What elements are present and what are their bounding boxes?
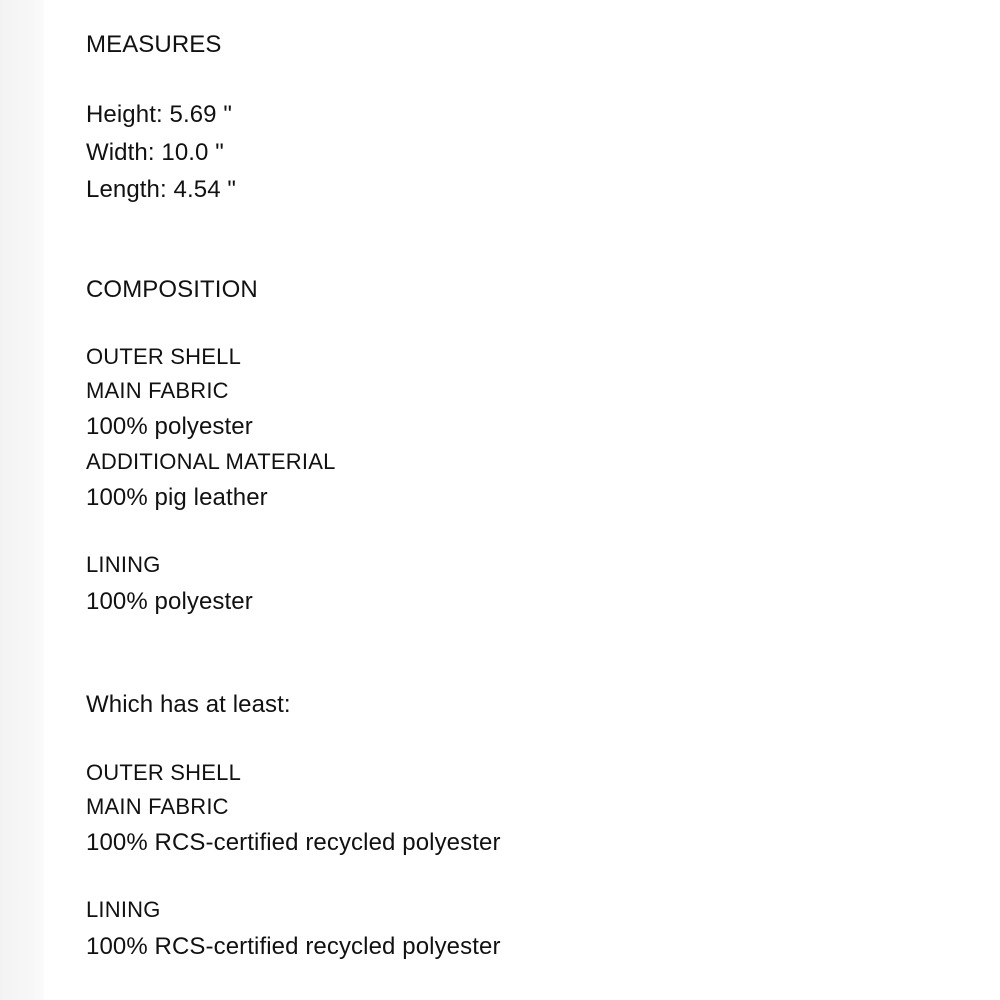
length-measure: Length: 4.54 " <box>86 176 237 203</box>
additional-material-label: ADDITIONAL MATERIAL <box>86 449 336 474</box>
page-edge-shadow <box>0 0 44 1000</box>
main-fabric-value: 100% polyester <box>86 413 253 440</box>
recycled-outer-shell-label: OUTER SHELL <box>86 760 242 785</box>
outer-shell-label: OUTER SHELL <box>86 344 242 369</box>
height-measure: Height: 5.69 " <box>86 101 233 128</box>
measures-heading: MEASURES <box>86 31 222 58</box>
recycled-main-fabric-value: 100% RCS-certified recycled polyester <box>86 829 501 856</box>
additional-material-value: 100% pig leather <box>86 484 268 511</box>
lining-label: LINING <box>86 552 161 577</box>
recycled-lining-value: 100% RCS-certified recycled polyester <box>86 933 501 960</box>
main-fabric-label: MAIN FABRIC <box>86 378 229 403</box>
lining-value: 100% polyester <box>86 588 253 615</box>
recycled-lining-label: LINING <box>86 897 161 922</box>
composition-heading: COMPOSITION <box>86 276 258 303</box>
at-least-intro: Which has at least: <box>86 691 291 718</box>
width-measure: Width: 10.0 " <box>86 139 224 166</box>
recycled-main-fabric-label: MAIN FABRIC <box>86 794 229 819</box>
